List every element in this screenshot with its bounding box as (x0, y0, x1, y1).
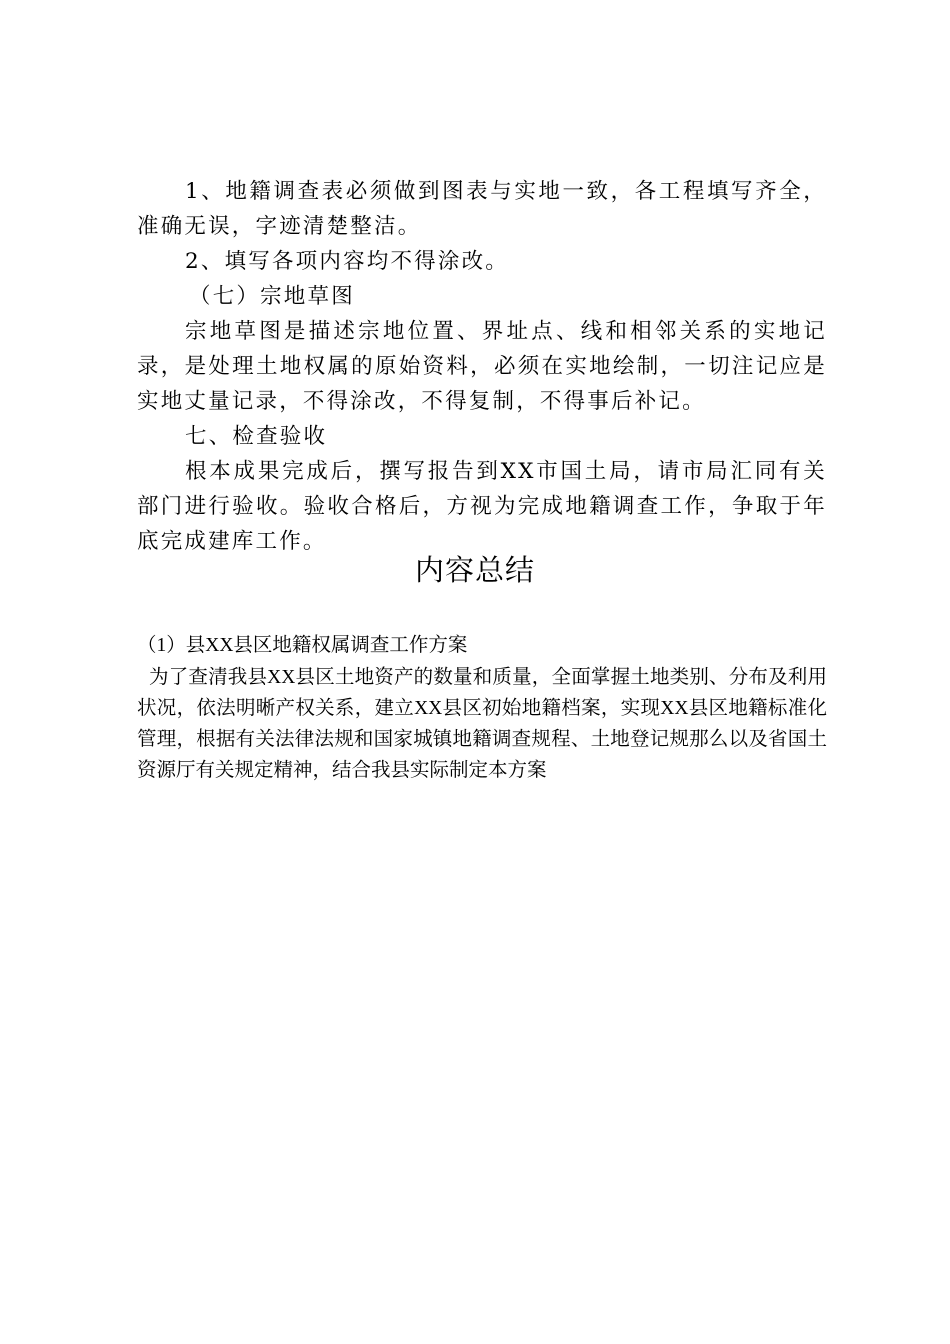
section-heading-sketch: （七）宗地草图 (189, 284, 355, 309)
summary-title: 内容总结 (414, 553, 535, 587)
summary-item-body: 为了查清我县XX县区土地资产的数量和质量，全面掌握土地类别、分布及利用状况，依法明晰产权关系，建立XX县区初始地籍档案，实现XX县区地籍标准化管理，根据有关法律法规和国家城镇地籍调查规程、土地登记规那么以及省国土资源厅有关规定精神，结合我县实际制定本方案 (137, 667, 827, 781)
paragraph-sketch: 宗地草图是描述宗地位置、界址点、线和相邻关系的实地记录，是处理土地权属的原始资料，必须在实地绘制，一切注记应是实地丈量记录，不得涂改，不得复制，不得事后补记。 (137, 319, 827, 414)
section-heading-inspection: 七、检查验收 (185, 424, 328, 449)
paragraph-requirement-2: 2、填写各项内容均不得涂改。 (185, 249, 509, 274)
summary-item-title: （1）县XX县区地籍权属调查工作方案 (137, 635, 468, 656)
paragraph-inspection: 根本成果完成后，撰写报告到XX市国土局，请市局汇同有关部门进行验收。验收合格后，方视为完成地籍调查工作，争取于年底完成建库工作。 (137, 459, 827, 554)
paragraph-requirement-1: 1、地籍调查表必须做到图表与实地一致，各工程填写齐全，准确无误，字迹清楚整洁。 (137, 179, 827, 239)
summary-section (137, 630, 827, 786)
body-text (137, 174, 827, 559)
